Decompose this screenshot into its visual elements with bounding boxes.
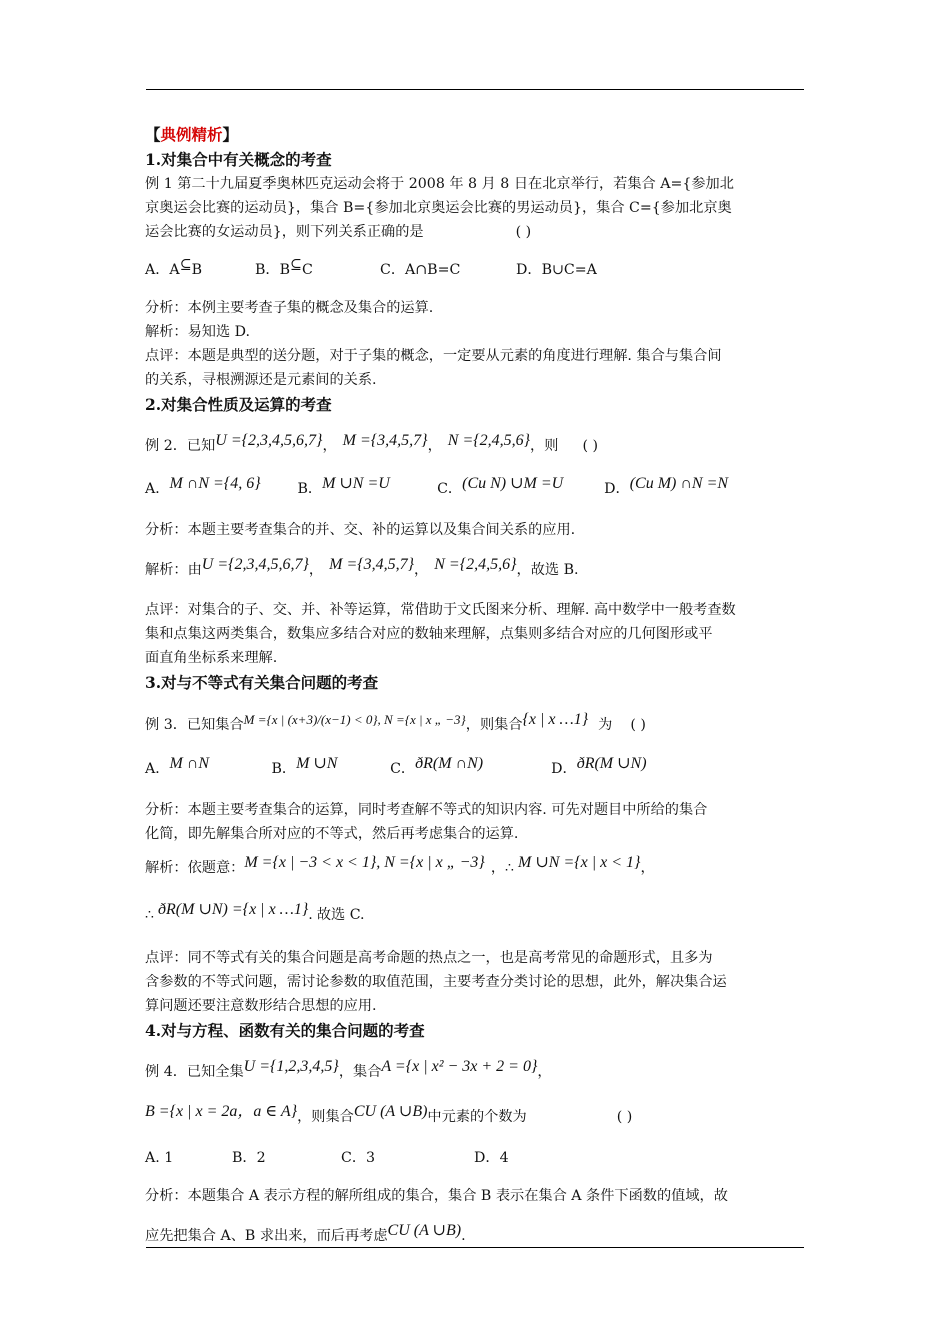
top-rule xyxy=(146,89,804,90)
section-heading: 【典例精析】 xyxy=(145,125,239,144)
option-b: M ∪N xyxy=(296,754,338,772)
q4-stem: 例 4．已知全集 U ={1,2,3,4,5} ，集合 A ={x | x² − 3x + 2 = 0} ， xyxy=(145,1057,807,1087)
q2-analysis: 分析：本题主要考查集合的并、交、补的运算以及集合间关系的应用. xyxy=(145,521,576,538)
q1-options xyxy=(145,258,807,282)
set-u: U ={2,3,4,5,6,7} xyxy=(215,431,323,449)
q1-heading: 1.对集合中有关概念的考查 xyxy=(145,150,332,169)
q2-comment: 集和点集这两类集合，数集应多结合对应的数轴来理解，点集则多结合对应的几何图形或平 xyxy=(145,626,713,643)
q3-comment: 算问题还要注意数形结合思想的应用. xyxy=(145,998,377,1015)
option-d: (Cu M) ∩N =N xyxy=(629,474,729,492)
q2-stem: 例 2．已知 U ={2,3,4,5,6,7} ， M ={3,4,5,7} ， N ={2,4,5,6} ，则 ( ) xyxy=(145,432,807,460)
set-n: N ={2,4,5,6} xyxy=(447,431,531,449)
option-a: A. 1 xyxy=(145,1149,174,1166)
option-d: D．4 xyxy=(474,1149,509,1166)
section-title: 典例精析 xyxy=(160,125,223,144)
q4-analysis: 应先把集合 A、B 求出来，而后再考虑 CU (A ∪B) . xyxy=(145,1222,466,1245)
q1-comment: 点评：本题是典型的送分题，对于子集的概念，一定要从元素的角度进行理解. 集合与集合间 xyxy=(145,348,722,365)
q1-stem-line: 例 1 第二十九届夏季奥林匹克运动会将于 2008 年 8 月 8 日在北京举行，若集合 A={参加北 xyxy=(145,176,734,192)
answer-paren: ( ) xyxy=(616,1108,633,1125)
option-d: D．B∪C=A xyxy=(516,262,597,279)
complement-expr: CU (A ∪B) xyxy=(353,1102,428,1120)
q4-heading: 4.对与方程、函数有关的集合问题的考查 xyxy=(145,1021,425,1041)
q2-solution: 解析：由 U ={2,3,4,5,6,7} ， M ={3,4,5,7} ， N ={2,4,5,6} ，故选 B. xyxy=(145,556,579,579)
option-c: C．A∩B=C xyxy=(380,262,461,279)
q2-comment: 点评：对集合的子、交、并、补等运算，常借助于文氏图来分析、理解. 高中数学中一般考查数 xyxy=(145,602,736,619)
bottom-rule xyxy=(146,1247,804,1248)
q4-stem-cont: B ={x | x = 2a，a ∈ A} ，则集合 CU (A ∪B) 中元素的个数为 ( ) xyxy=(145,1102,807,1132)
q3-stem: 例 3．已知集合 M ={x | (x+3)/(x−1) < 0}, N ={x | x „ −3} ，则集合 {x | x …1} 为 ( ) xyxy=(145,710,807,740)
set-a: A ={x | x² − 3x + 2 = 0} xyxy=(381,1058,538,1076)
q4-options xyxy=(145,1146,807,1170)
option-a: A．A⊆B xyxy=(145,257,203,279)
option-c: (Cu N) ∪M =U xyxy=(462,474,564,492)
q1-comment: 的关系，寻根溯源还是元素间的关系. xyxy=(145,372,377,389)
option-b: B．2 xyxy=(232,1149,266,1166)
target-set: {x | x …1} xyxy=(522,710,589,728)
set-u: U ={1,2,3,4,5} xyxy=(243,1058,339,1076)
q3-comment: 点评：同不等式有关的集合问题是高考命题的热点之一，也是高考常见的命题形式，且多为 xyxy=(145,950,713,967)
q3-analysis: 化简，即先解集合所对应的不等式，然后再考虑集合的运算. xyxy=(145,825,519,842)
option-c: ðR(M ∩N) xyxy=(415,754,484,772)
q2-heading: 2.对集合性质及运算的考查 xyxy=(145,395,332,415)
option-c: C．3 xyxy=(341,1149,376,1166)
option-d: ðR(M ∪N) xyxy=(576,754,647,772)
q3-analysis: 分析：本题主要考查集合的运算，同时考查解不等式的知识内容. 可先对题目中所给的集合 xyxy=(145,801,708,818)
option-b: B．B⊆C xyxy=(255,257,313,279)
q3-solution: 解析：依题意： M ={x | −3 < x < 1}, N ={x | x „ −3} ， ∴ M ∪N ={x | x < 1} ， xyxy=(145,853,655,876)
option-b: M ∪N =U xyxy=(322,474,390,492)
q1-analysis: 分析：本例主要考查子集的概念及集合的运算. xyxy=(145,300,434,317)
q3-comment: 含参数的不等式问题，需讨论参数的取值范围，主要考查分类讨论的思想，此外，解决集合运 xyxy=(145,974,727,991)
q2-options: A． M ∩N ={4, 6} B． M ∪N =U C． (Cu N) ∪M =U D． (Cu M) ∩N =N xyxy=(145,474,807,504)
q3-solution-cont: ∴ ðR(M ∪N) ={x | x …1} . 故选 C. xyxy=(145,901,365,924)
sets-mn: M ={x | (x+3)/(x−1) < 0}, N ={x | x „ −3} xyxy=(243,711,466,727)
q3-heading: 3.对与不等式有关集合问题的考查 xyxy=(145,673,379,693)
set-b: B ={x | x = 2a，a ∈ A} xyxy=(145,1102,298,1120)
answer-paren: ( ) xyxy=(630,716,646,733)
option-a: M ∩N ={4, 6} xyxy=(169,474,261,492)
q3-options: A． M ∩N B． M ∪N C． ðR(M ∩N) D． ðR(M ∪N) xyxy=(145,754,807,784)
answer-paren: ( ) xyxy=(515,224,532,240)
option-a: M ∩N xyxy=(169,754,209,772)
q1-solution: 解析：易知选 D. xyxy=(145,324,251,341)
answer-paren: ( ) xyxy=(582,437,599,454)
q1-stem-line: 运会比赛的女运动员}，则下列关系正确的是 ( ) xyxy=(145,224,532,240)
document-body xyxy=(145,122,807,1264)
set-m: M ={3,4,5,7} xyxy=(342,431,428,449)
q4-analysis: 分析：本题集合 A 表示方程的解所组成的集合，集合 B 表示在集合 A 条件下函数的值域，故 xyxy=(145,1188,728,1204)
q2-comment: 面直角坐标系来理解. xyxy=(145,650,278,667)
q1-stem-line: 京奥运会比赛的运动员}，集合 B={参加北京奥运会比赛的男运动员}，集合 C={参加北京奥 xyxy=(145,200,732,216)
